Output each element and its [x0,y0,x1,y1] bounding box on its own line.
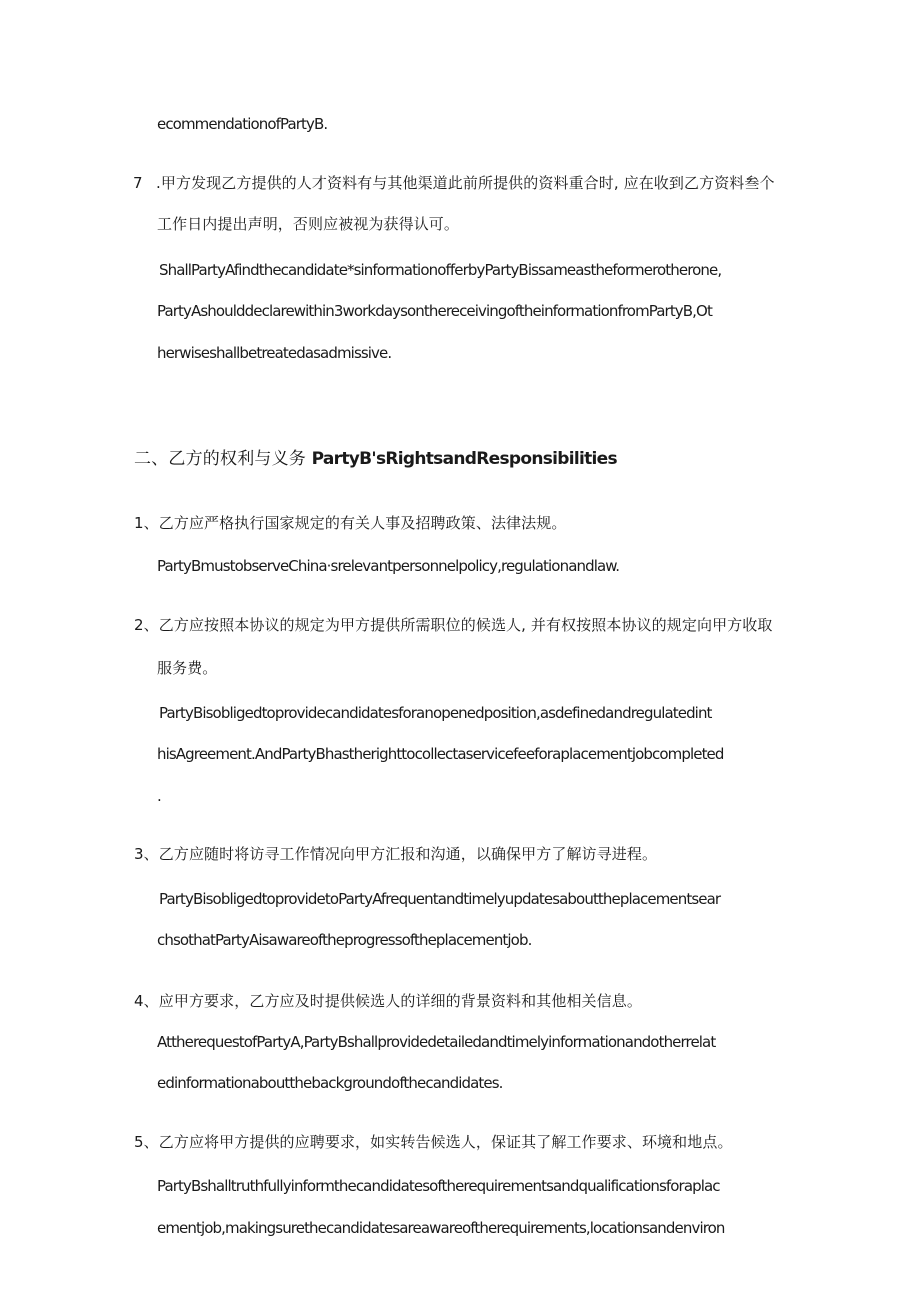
item-1-chinese: 1、乙方应严格执行国家规定的有关人事及招聘政策、法律法规。 [134,514,567,532]
item-2-chinese-line-1: 2、乙方应按照本协议的规定为甲方提供所需职位的候选人, 并有权按照本协议的规定向甲方收取 [134,616,773,634]
item-2-english-line-2: hisAgreement.AndPartyBhastherighttocollectaservicefeeforaplacementjobcompleted [157,745,724,763]
item-7-chinese-line-2: 工作日内提出声明，否则应被视为获得认可。 [157,215,460,233]
item-3-chinese: 3、乙方应随时将访寻工作情况向甲方汇报和沟通，以确保甲方了解访寻进程。 [134,845,658,863]
item-5-english-line-1: PartyBshalltruthfullyinformthecandidatesoftherequirementsandqualificationsforaplac [157,1177,720,1195]
item-1-english: PartyBmustobserveChina·srelevantpersonnelpolicy,regulationandlaw. [157,557,620,575]
item-5-chinese: 5、乙方应将甲方提供的应聘要求，如实转告候选人，保证其了解工作要求、环境和地点。 [134,1133,733,1151]
item-5-english-line-2: ementjob,makingsurethecandidatesareawareoftherequirements,locationsandenviron [157,1219,725,1237]
item-3-english-line-2: chsothatPartyAisawareoftheprogressoftheplacementjob. [157,931,532,949]
section-2-heading [134,449,617,469]
item-2-english-line-3: . [157,787,161,805]
item-7-number: 7 [133,174,143,192]
item-7-english-line-2: PartyAshoulddeclarewithin3workdaysonthereceivingoftheinformationfromPartyB,Ot [157,302,712,320]
item-4-english-line-1: AttherequestofPartyA,PartyBshallprovidedetailedandtimelyinformationandotherrelat [157,1033,716,1051]
item-2-chinese-line-2: 服务费。 [157,659,218,677]
item-7-chinese-line-1: .甲方发现乙方提供的人才资料有与其他渠道此前所提供的资料重合时, 应在收到乙方资料叁个 [156,174,775,192]
item-4-chinese: 4、应甲方要求，乙方应及时提供候选人的详细的背景资料和其他相关信息。 [134,992,642,1010]
item-7-english-line-1: ShallPartyAfindthecandidate*sinformationofferbyPartyBissameastheformerotherone, [159,261,722,279]
section-2-heading-chinese: 二、乙方的权利与义务 [134,449,306,469]
item-3-english-line-1: PartyBisobligedtoprovidetoPartyAfrequentandtimelyupdatesabouttheplacementsear [159,890,721,908]
item-4-english-line-2: edinformationaboutthebackgroundofthecandidates. [157,1074,503,1092]
item-7-english-line-3: herwiseshallbetreatedasadmissive. [157,344,392,362]
item-2-english-line-1: PartyBisobligedtoprovidecandidatesforanopenedposition,asdefinedandregulatedint [159,704,712,722]
section-2-heading-english: PartyB'sRightsandResponsibilities [311,449,617,469]
paragraph-line: ecommendationofPartyB. [157,115,328,133]
